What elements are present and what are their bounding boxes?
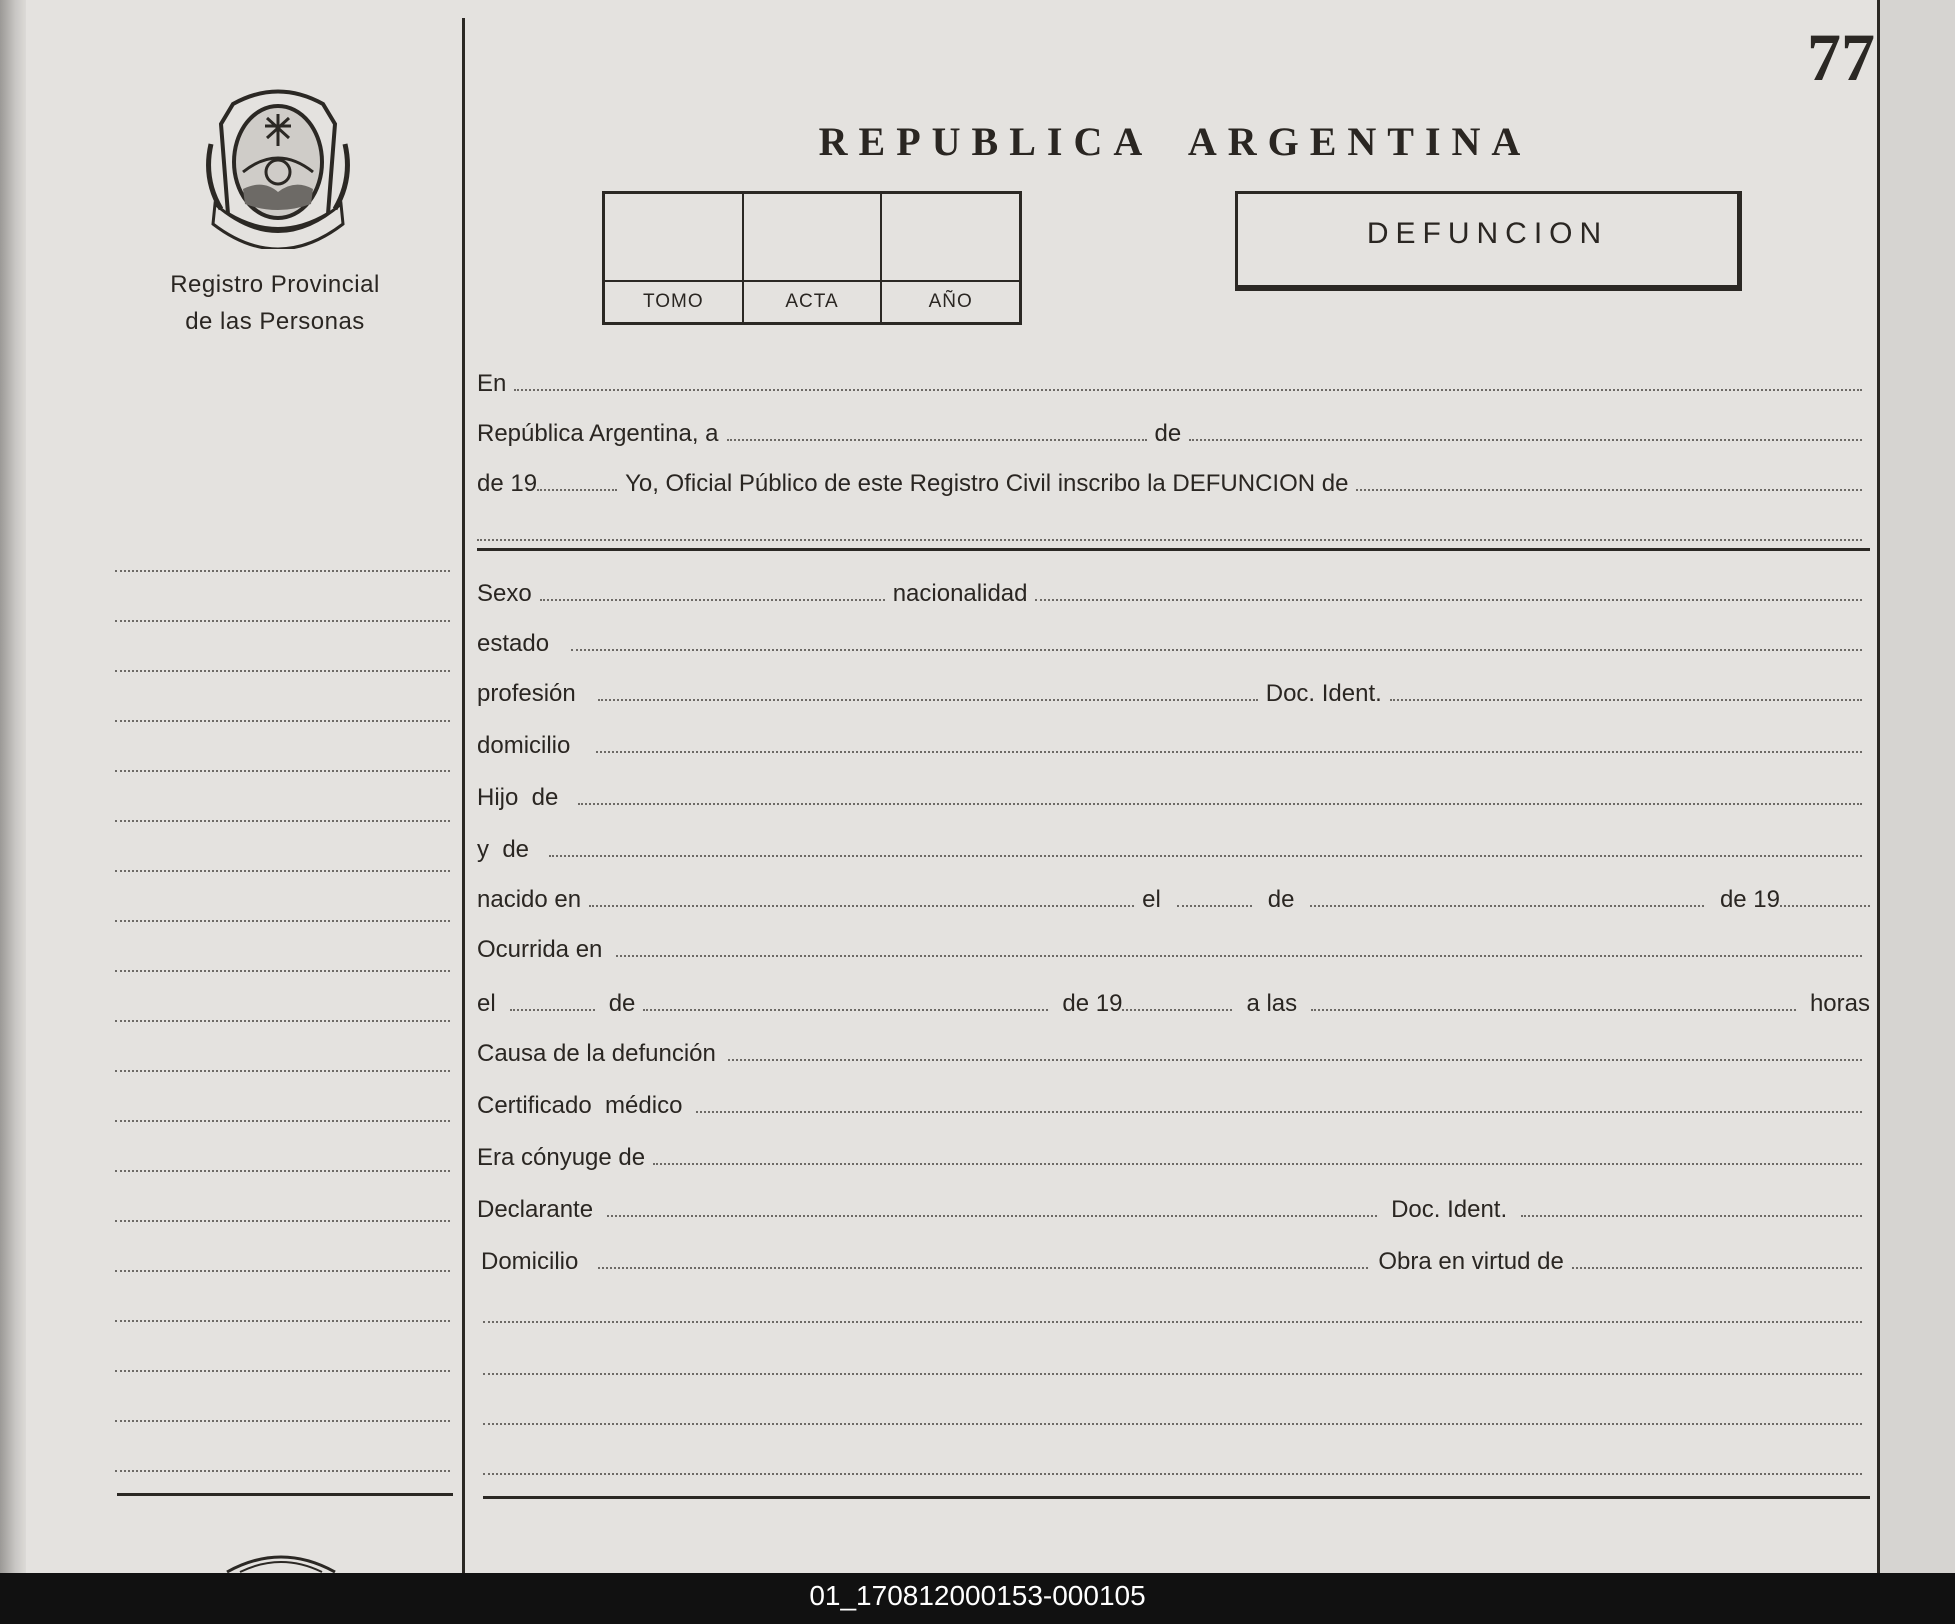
field-authority[interactable]	[1572, 1267, 1862, 1269]
margin-line[interactable]	[115, 1172, 450, 1222]
image-caption: 01_170812000153-000105	[0, 1573, 1955, 1624]
label-nacionalidad: nacionalidad	[892, 580, 1028, 607]
margin-line[interactable]	[115, 1372, 450, 1422]
row-estado	[477, 618, 1870, 658]
field-deceased-name-cont[interactable]	[477, 539, 1862, 541]
field-day[interactable]	[727, 439, 1147, 441]
label-el: el	[1142, 886, 1161, 913]
margin-line[interactable]	[115, 1122, 450, 1172]
row-hijo	[477, 772, 1870, 812]
field-deceased-name[interactable]	[1356, 489, 1862, 491]
field-notes[interactable]	[483, 1373, 1862, 1375]
field-mother[interactable]	[549, 855, 1862, 857]
field-birth-year[interactable]	[1780, 905, 1870, 907]
row-declarant-domicilio	[477, 1236, 1870, 1276]
row-domicilio	[477, 720, 1870, 760]
label-domicilio: domicilio	[477, 732, 571, 759]
row-notes-3	[477, 1392, 1870, 1432]
label-certificado: Certificado médico	[477, 1092, 683, 1119]
label-el: el	[477, 990, 496, 1017]
row-nacido	[477, 874, 1870, 914]
label-en: En	[477, 370, 507, 397]
row-death-date	[477, 978, 1870, 1018]
margin-line[interactable]	[115, 1322, 450, 1372]
label-y-de: y de	[477, 836, 530, 863]
page-number: 77	[1807, 19, 1875, 95]
row-inscription	[477, 458, 1870, 498]
field-month[interactable]	[1189, 439, 1862, 441]
field-doc-ident[interactable]	[1390, 699, 1862, 701]
label-doc-ident: Doc. Ident.	[1391, 1196, 1508, 1223]
field-birthplace[interactable]	[589, 905, 1134, 907]
ano-label: AÑO	[882, 280, 1019, 322]
label-de: de	[608, 990, 636, 1017]
field-cause-of-death[interactable]	[728, 1059, 1862, 1061]
field-notes[interactable]	[483, 1473, 1862, 1475]
field-profession[interactable]	[598, 699, 1258, 701]
label-domicilio: Domicilio	[481, 1248, 579, 1275]
field-sex[interactable]	[540, 599, 885, 601]
field-spouse[interactable]	[653, 1163, 1862, 1165]
label-de-19: de 19	[477, 470, 538, 497]
label-a-las: a las	[1246, 990, 1298, 1017]
label-ocurrida-en: Ocurrida en	[477, 936, 603, 963]
field-place[interactable]	[514, 389, 1862, 391]
registry-line-1: Registro Provincial	[170, 271, 380, 298]
document-type-box	[1235, 191, 1742, 291]
field-father[interactable]	[578, 803, 1862, 805]
row-notes-2	[477, 1342, 1870, 1382]
label-de-19: de 19	[1719, 886, 1780, 913]
margin-line[interactable]	[115, 922, 450, 972]
page-border	[1877, 0, 1880, 1573]
field-medical-certificate[interactable]	[696, 1111, 1862, 1113]
field-death-month[interactable]	[643, 1009, 1048, 1011]
registry-line-2: de las Personas	[185, 308, 365, 335]
label-profesion: profesión	[477, 680, 576, 707]
margin-line[interactable]	[115, 1422, 450, 1472]
margin-notes-area	[115, 522, 450, 1472]
row-y-de	[477, 824, 1870, 864]
margin-line[interactable]	[115, 1272, 450, 1322]
label-obra-en-virtud: Obra en virtud de	[1378, 1248, 1564, 1275]
registry-name	[115, 266, 435, 340]
field-birth-month[interactable]	[1310, 905, 1703, 907]
tomo-label: TOMO	[605, 280, 742, 322]
field-declarant-doc[interactable]	[1521, 1215, 1862, 1217]
field-marital-status[interactable]	[571, 649, 1862, 651]
document-title: REPUBLICA ARGENTINA	[818, 119, 1532, 164]
section-rule	[477, 548, 1870, 551]
field-notes[interactable]	[483, 1321, 1862, 1323]
row-conyuge	[477, 1132, 1870, 1172]
reference-box	[602, 191, 1022, 325]
row-declarante	[477, 1184, 1870, 1224]
field-death-time[interactable]	[1311, 1009, 1796, 1011]
bottom-seal-icon	[222, 1550, 340, 1573]
acta-label: ACTA	[744, 280, 881, 322]
margin-line[interactable]	[115, 722, 450, 772]
label-inscription: Yo, Oficial Público de este Registro Civil inscribo la DEFUNCION de	[625, 470, 1349, 497]
row-place	[477, 358, 1870, 398]
ano-cell[interactable]	[882, 194, 1019, 322]
label-declarante: Declarante	[477, 1196, 594, 1223]
field-birth-day[interactable]	[1177, 905, 1252, 907]
label-de: de	[1154, 420, 1182, 447]
row-causa	[477, 1028, 1870, 1068]
field-notes[interactable]	[483, 1423, 1862, 1425]
label-de-19: de 19	[1062, 990, 1123, 1017]
label-de: de	[1267, 886, 1295, 913]
field-address[interactable]	[596, 751, 1862, 753]
margin-line[interactable]	[115, 772, 450, 822]
label-estado: estado	[477, 630, 550, 657]
margin-line[interactable]	[115, 522, 450, 572]
label-doc-ident: Doc. Ident.	[1265, 680, 1382, 707]
row-certificado	[477, 1080, 1870, 1120]
tomo-cell[interactable]	[605, 194, 744, 322]
row-sex	[477, 568, 1870, 608]
field-declarant-address[interactable]	[598, 1267, 1368, 1269]
margin-divider	[462, 18, 465, 1573]
field-nationality[interactable]	[1035, 599, 1862, 601]
row-name-cont	[477, 508, 1870, 548]
label-conyuge: Era cónyuge de	[477, 1144, 646, 1171]
label-causa: Causa de la defunción	[477, 1040, 716, 1067]
page-edge	[1880, 0, 1955, 1573]
row-date	[477, 408, 1870, 448]
margin-rule	[117, 1493, 453, 1496]
field-declarant[interactable]	[607, 1215, 1377, 1217]
label-hijo-de: Hijo de	[477, 784, 559, 811]
label-sexo: Sexo	[477, 580, 532, 607]
label-horas: horas	[1809, 990, 1870, 1017]
margin-line[interactable]	[115, 622, 450, 672]
margin-line[interactable]	[115, 972, 450, 1022]
margin-line[interactable]	[115, 872, 450, 922]
misiones-seal-icon	[203, 84, 353, 249]
row-profesion	[477, 668, 1870, 708]
row-notes-4	[477, 1442, 1870, 1482]
margin-line[interactable]	[115, 1022, 450, 1072]
field-year[interactable]	[537, 489, 617, 491]
field-death-day[interactable]	[510, 1009, 595, 1011]
bottom-rule	[483, 1496, 1870, 1499]
margin-line[interactable]	[115, 822, 450, 872]
acta-cell[interactable]	[744, 194, 883, 322]
field-death-place[interactable]	[616, 955, 1862, 957]
field-death-year[interactable]	[1122, 1009, 1232, 1011]
margin-line[interactable]	[115, 1222, 450, 1272]
row-notes-1	[477, 1290, 1870, 1330]
page-binding	[0, 0, 26, 1573]
margin-line[interactable]	[115, 672, 450, 722]
document-type: DEFUNCION	[1366, 217, 1609, 250]
margin-line[interactable]	[115, 1072, 450, 1122]
label-republica: República Argentina, a	[477, 420, 719, 447]
margin-line[interactable]	[115, 572, 450, 622]
label-nacido-en: nacido en	[477, 886, 582, 913]
row-ocurrida	[477, 924, 1870, 964]
